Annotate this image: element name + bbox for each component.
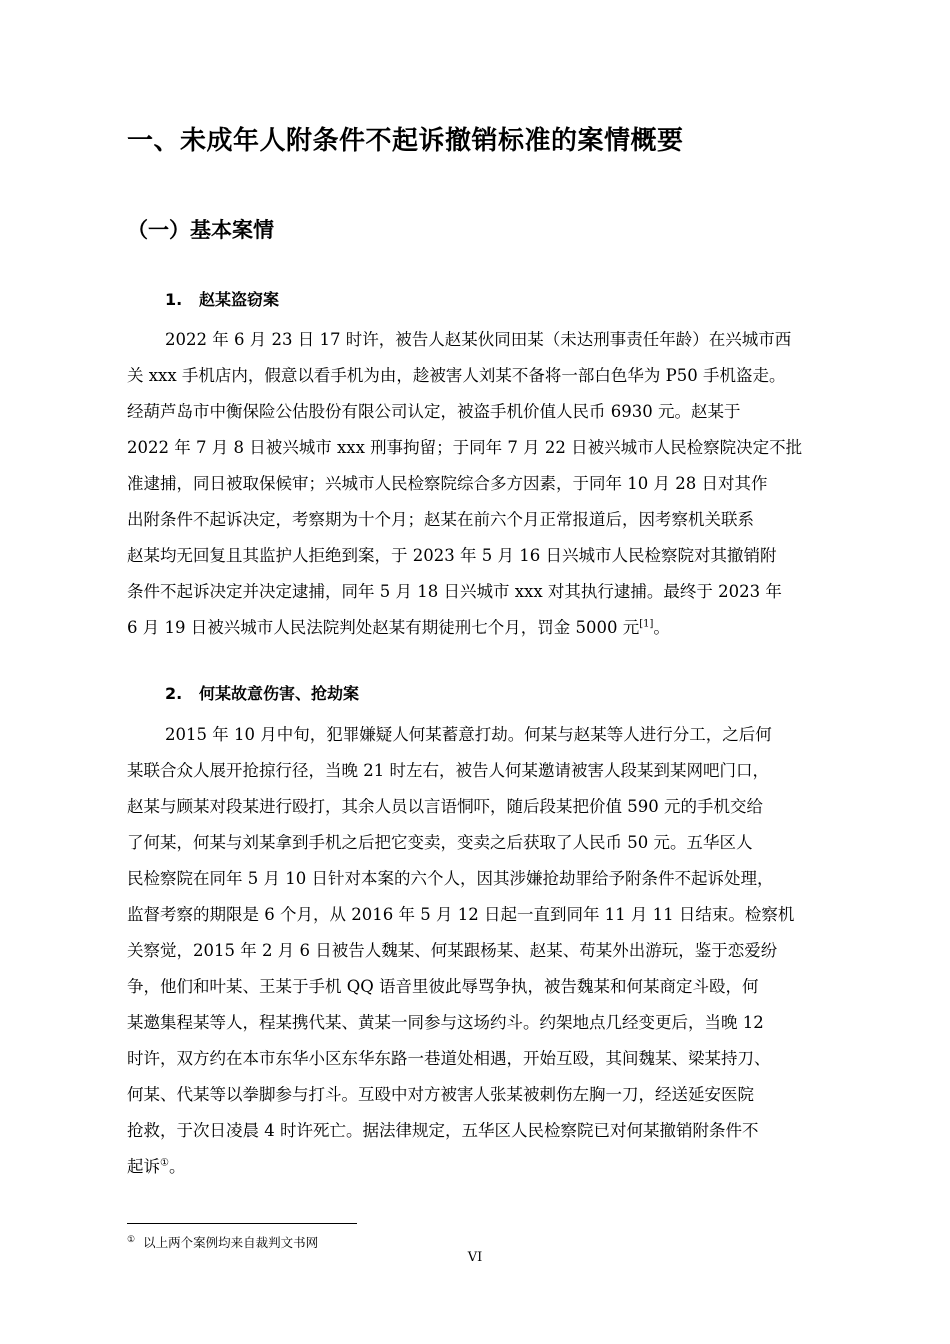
case2-line: 了何某，何某与刘某拿到手机之后把它变卖，变卖之后获取了人民币 50 元。五华区人	[127, 833, 753, 852]
case1-line: 经葫芦岛市中衡保险公估股份有限公司认定，被盗手机价值人民币 6930 元。赵某于	[127, 402, 741, 421]
case2-line: 赵某与顾某对段某进行殴打，其余人员以言语恫吓，随后段某把价值 590 元的手机交给	[127, 797, 763, 816]
footnote-divider	[127, 1223, 357, 1224]
case2-heading	[165, 681, 359, 704]
case2-number: 2.	[165, 684, 183, 703]
case1-line: 条件不起诉决定并决定逮捕，同年 5 月 18 日兴城市 xxx 对其执行逮捕。最终于 2023 年	[127, 582, 782, 601]
case2-line-text: 起诉	[127, 1157, 160, 1176]
case2-line: 关察觉，2015 年 2 月 6 日被告人魏某、何某跟杨某、赵某、苟某外出游玩，鉴于恋爱纷	[127, 941, 778, 960]
case1-line: 出附条件不起诉决定，考察期为十个月；赵某在前六个月正常报道后，因考察机关联系	[127, 510, 754, 529]
subsection-heading: （一）基本案情	[127, 218, 274, 242]
case2-line: 争，他们和叶某、王某于手机 QQ 语音里彼此辱骂争执，被告魏某和何某商定斗殴，何	[127, 977, 759, 996]
footnote	[127, 1233, 318, 1251]
case1-line-end: 。	[653, 618, 670, 637]
case2-footnote-ref: ①	[160, 1157, 169, 1169]
page-number: VI	[467, 1250, 483, 1265]
case1-line: 赵某均无回复且其监护人拒绝到案，于 2023 年 5 月 16 日兴城市人民检察院对其撤销附	[127, 546, 777, 565]
footnote-mark: ①	[127, 1234, 136, 1245]
case1-line-text: 6 月 19 日被兴城市人民法院判处赵某有期徒刑七个月，罚金 5000 元	[127, 618, 640, 637]
case2-line: 监督考察的期限是 6 个月，从 2016 年 5 月 12 日起一直到同年 11 月 11 日结束。检察机	[127, 905, 795, 924]
case1-title: 赵某盗窃案	[199, 290, 280, 309]
footnote-text: 以上两个案例均来自裁判文书网	[143, 1235, 319, 1250]
case2-title: 何某故意伤害、抢劫案	[199, 684, 360, 703]
case2-line: 某邀集程某等人，程某携代某、黄某一同参与这场约斗。约架地点几经变更后，当晚 12	[127, 1013, 764, 1032]
case2-line: 某联合众人展开抢掠行径，当晚 21 时左右，被告人何某邀请被害人段某到某网吧门口，	[127, 761, 769, 780]
case1-citation: [1]	[639, 618, 654, 630]
case1-line: 2022 年 6 月 23 日 17 时许，被告人赵某伙同田某（未达刑事责任年龄）在兴城市西	[165, 330, 792, 349]
case2-line-end: 。	[168, 1157, 186, 1176]
section-heading: 一、未成年人附条件不起诉撤销标准的案情概要	[127, 126, 684, 156]
case1-number: 1.	[165, 290, 183, 309]
case2-line: 抢救，于次日凌晨 4 时许死亡。据法律规定，五华区人民检察院已对何某撤销附条件不	[127, 1121, 759, 1140]
case2-line: 民检察院在同年 5 月 10 日针对本案的六个人，因其涉嫌抢劫罪给予附条件不起诉处理，	[127, 869, 774, 888]
case2-line: 何某、代某等以拳脚参与打斗。互殴中对方被害人张某被刺伤左胸一刀，经送延安医院	[127, 1085, 754, 1104]
case2-last-line	[127, 1155, 857, 1179]
case1-line: 关 xxx 手机店内，假意以看手机为由，趁被害人刘某不备将一部白色华为 P50 手机盗走。	[127, 366, 786, 385]
case1-line: 准逮捕，同日被取保候审；兴城市人民检察院综合多方因素，于同年 10 月 28 日对其作	[127, 474, 768, 493]
case1-last-line	[127, 616, 857, 640]
case2-line: 时许，双方约在本市东华小区东华东路一巷道处相遇，开始互殴，其间魏某、梁某持刀、	[127, 1049, 771, 1068]
case2-line: 2015 年 10 月中旬，犯罪嫌疑人何某蓄意打劫。何某与赵某等人进行分工，之后何	[165, 725, 772, 744]
case1-heading	[165, 287, 279, 310]
case1-line: 2022 年 7 月 8 日被兴城市 xxx 刑事拘留；于同年 7 月 22 日被兴城市人民检察院决定不批	[127, 438, 803, 457]
